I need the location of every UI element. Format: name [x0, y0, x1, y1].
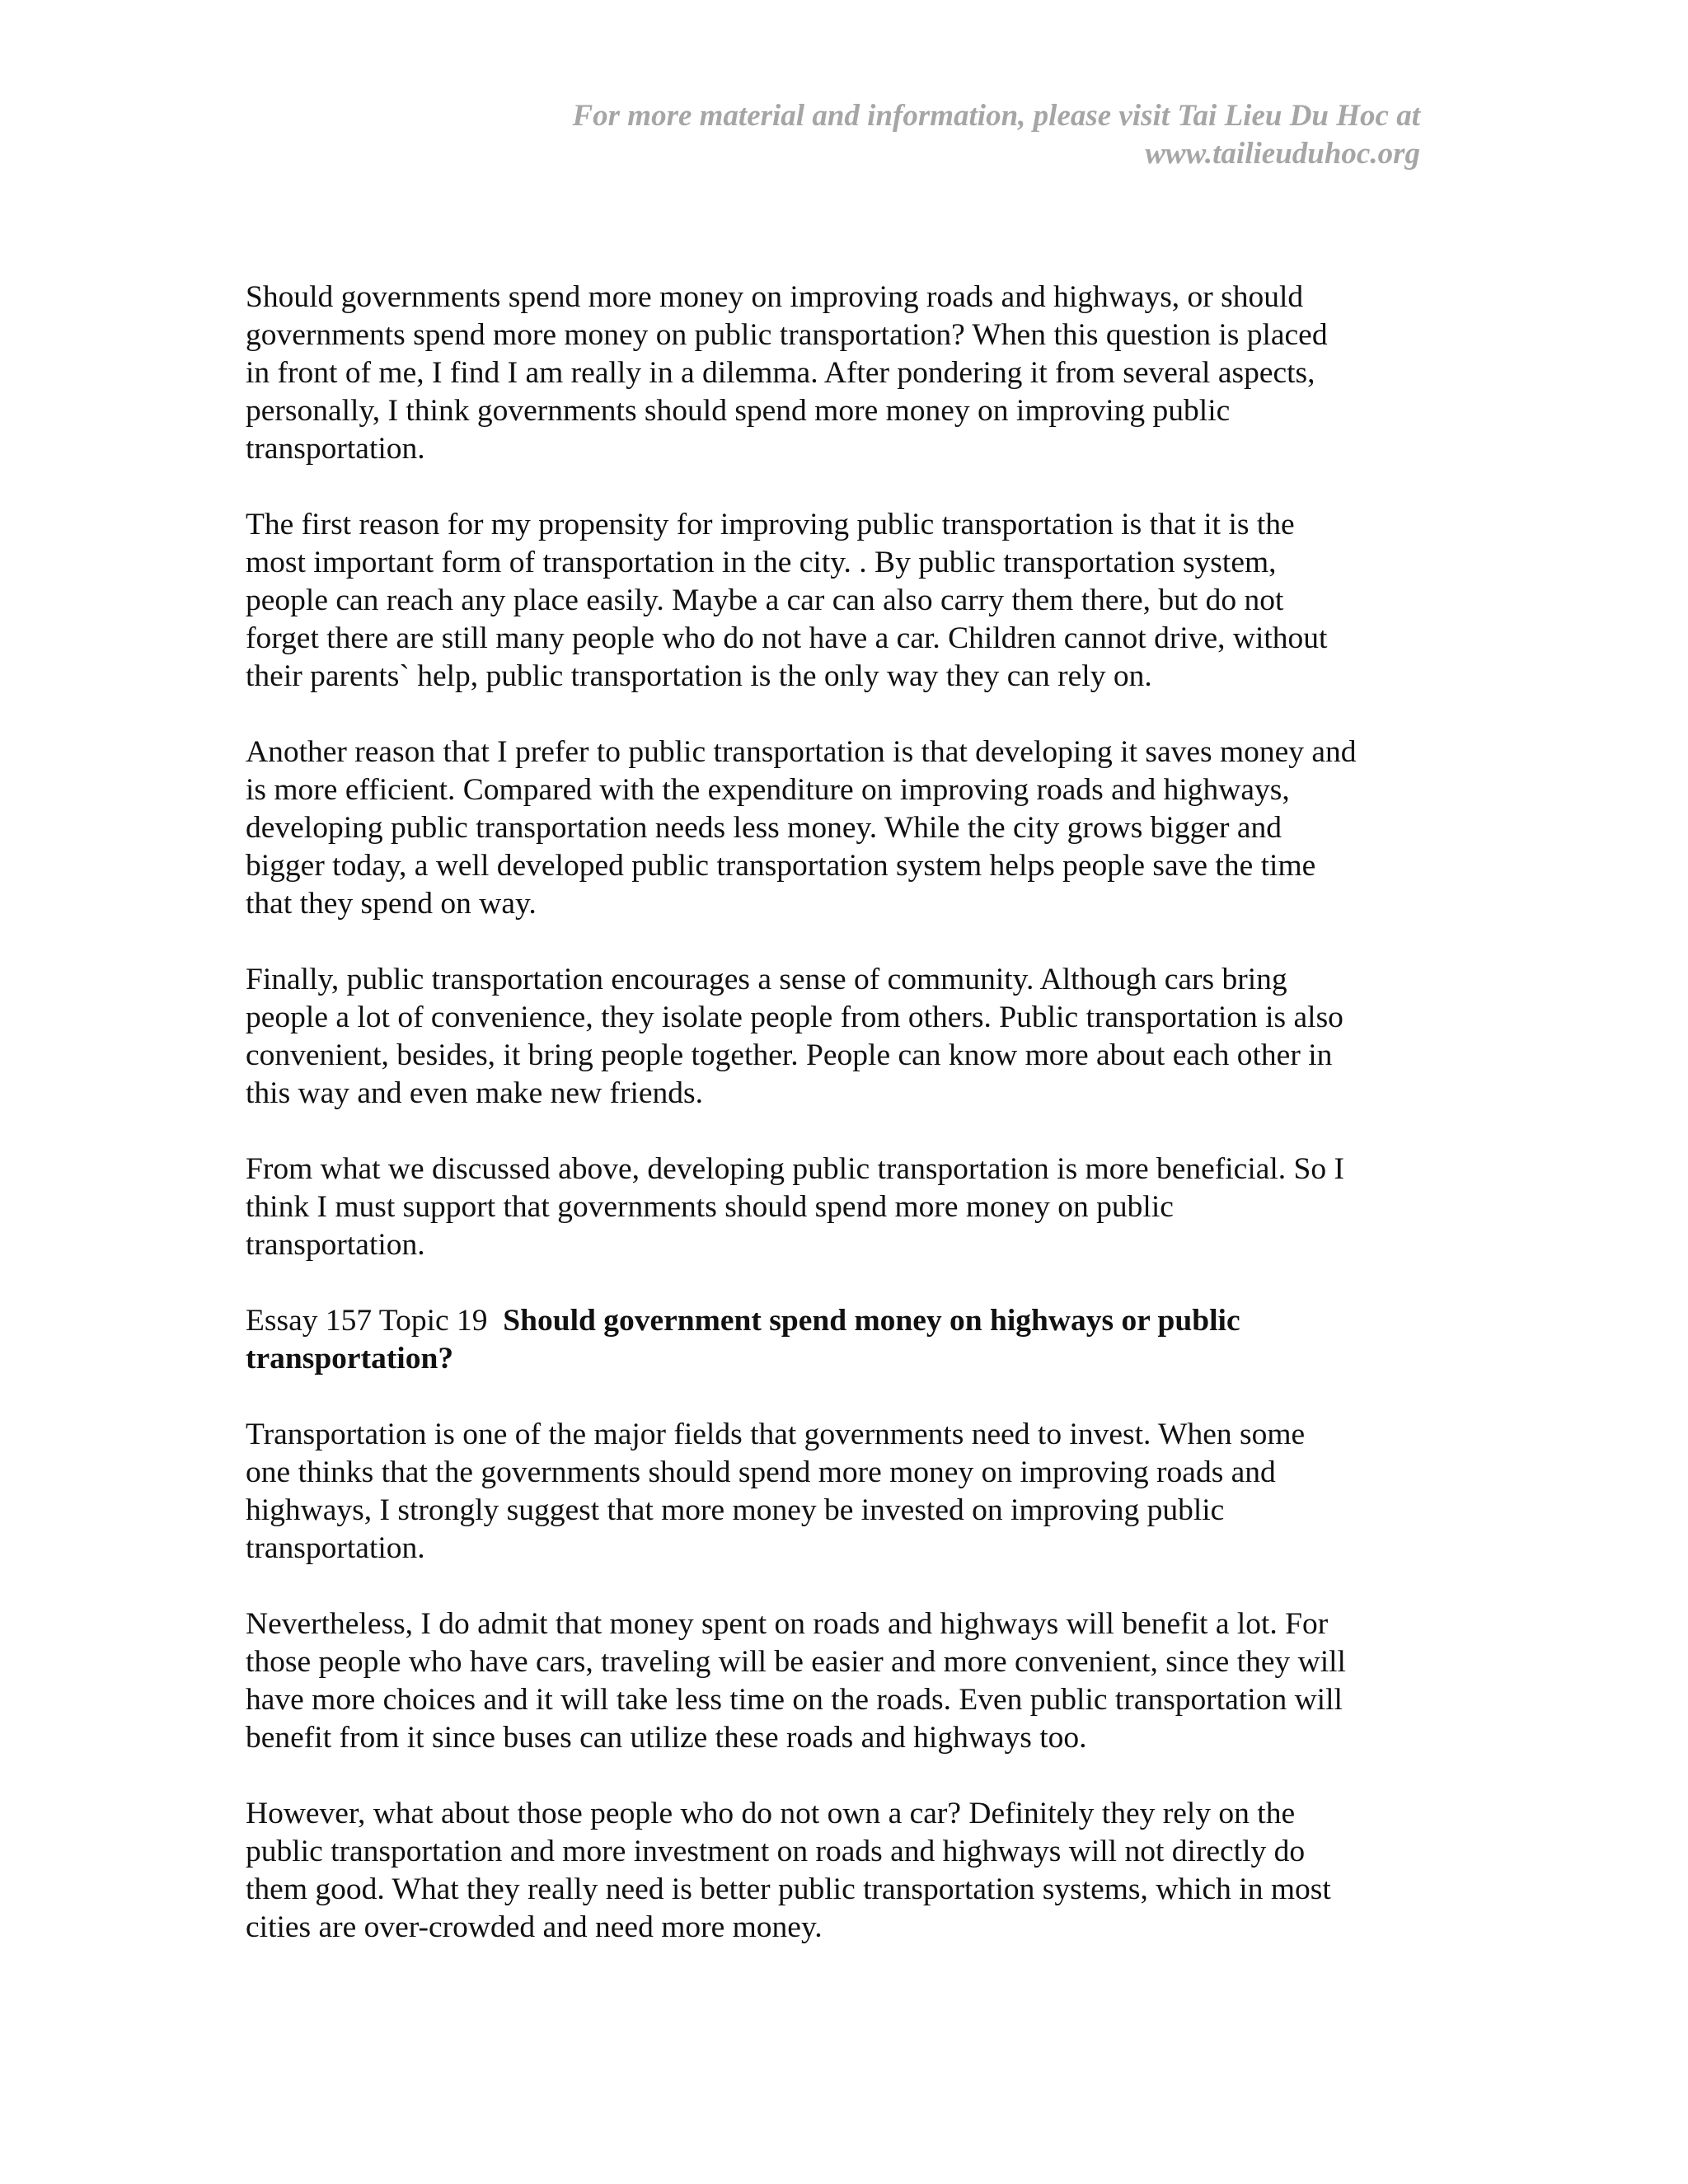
- text-line: have more choices and it will take less time on the roads. Even public transportation will: [246, 1683, 1343, 1717]
- text-line: that they spend on way.: [246, 887, 537, 921]
- essay-label: Essay 157 Topic 19: [246, 1304, 488, 1338]
- text-line: cities are over-crowded and need more money.: [246, 1910, 823, 1944]
- text-line: developing public transportation needs less money. While the city grows bigger and: [246, 811, 1282, 845]
- text-line: convenient, besides, it bring people together. People can know more about each other in: [246, 1038, 1333, 1072]
- text-line: transportation.: [246, 1228, 425, 1262]
- text-line: transportation.: [246, 1531, 425, 1565]
- text-line: think I must support that governments should spend more money on public: [246, 1190, 1174, 1224]
- text-line: people a lot of convenience, they isolate people from others. Public transportation is also: [246, 1001, 1343, 1034]
- text-line: highways, I strongly suggest that more money be invested on improving public: [246, 1493, 1225, 1527]
- paragraph: [246, 733, 1449, 923]
- text-line: bigger today, a well developed public transportation system helps people save the time: [246, 849, 1316, 883]
- text-line: their parents` help, public transportation is the only way they can rely on.: [246, 659, 1152, 693]
- text-line: one thinks that the governments should spend more money on improving roads and: [246, 1455, 1276, 1489]
- text-line: people can reach any place easily. Maybe a car can also carry them there, but do not: [246, 583, 1284, 617]
- essay-body: [246, 279, 1449, 1985]
- text-line: governments spend more money on public transportation? When this question is placed: [246, 318, 1328, 352]
- paragraph: [246, 1416, 1449, 1568]
- paragraph: [246, 506, 1449, 696]
- text-line: From what we discussed above, developing public transportation is more beneficial. So I: [246, 1152, 1345, 1186]
- text-line: in front of me, I find I am really in a dilemma. After pondering it from several aspects,: [246, 356, 1315, 390]
- paragraph: [246, 1605, 1449, 1757]
- paragraph: [246, 961, 1449, 1113]
- text-line: transportation.: [246, 432, 425, 466]
- essay-title: Should government spend money on highways or public: [503, 1304, 1240, 1338]
- text-line: Another reason that I prefer to public transportation is that developing it saves money and: [246, 735, 1357, 769]
- text-line: is more efficient. Compared with the expenditure on improving roads and highways,: [246, 773, 1290, 807]
- text-line: personally, I think governments should spend more money on improving public: [246, 394, 1231, 428]
- paragraph: [246, 1151, 1449, 1264]
- text-line: this way and even make new friends.: [246, 1076, 704, 1110]
- text-line: The first reason for my propensity for improving public transportation is that it is the: [246, 508, 1295, 541]
- header-website: www.tailieuduhoc.org: [1145, 137, 1420, 171]
- text-line: those people who have cars, traveling will be easier and more convenient, since they will: [246, 1645, 1346, 1679]
- text-line: Nevertheless, I do admit that money spent on roads and highways will benefit a lot. For: [246, 1607, 1329, 1641]
- essay-heading-line: [246, 1302, 1449, 1340]
- page-header: [431, 97, 1420, 173]
- text-line: benefit from it since buses can utilize these roads and highways too.: [246, 1721, 1087, 1755]
- text-line: forget there are still many people who do not have a car. Children cannot drive, without: [246, 621, 1328, 655]
- text-line: Finally, public transportation encourages a sense of community. Although cars bring: [246, 963, 1287, 996]
- text-line: most important form of transportation in the city. . By public transportation system,: [246, 546, 1277, 579]
- essay-title-continued: transportation?: [246, 1342, 454, 1376]
- text-line: them good. What they really need is better public transportation systems, which in most: [246, 1872, 1331, 1906]
- text-line: Should governments spend more money on improving roads and highways, or should: [246, 280, 1304, 314]
- text-line: Transportation is one of the major fields that governments need to invest. When some: [246, 1418, 1306, 1451]
- header-line: For more material and information, please visit Tai Lieu Du Hoc at: [572, 99, 1420, 133]
- text-line: However, what about those people who do not own a car? Definitely they rely on the: [246, 1797, 1296, 1830]
- paragraph: [246, 279, 1449, 468]
- essay-heading: [246, 1302, 1449, 1378]
- paragraph: [246, 1795, 1449, 1947]
- text-line: public transportation and more investment on roads and highways will not directly do: [246, 1835, 1306, 1868]
